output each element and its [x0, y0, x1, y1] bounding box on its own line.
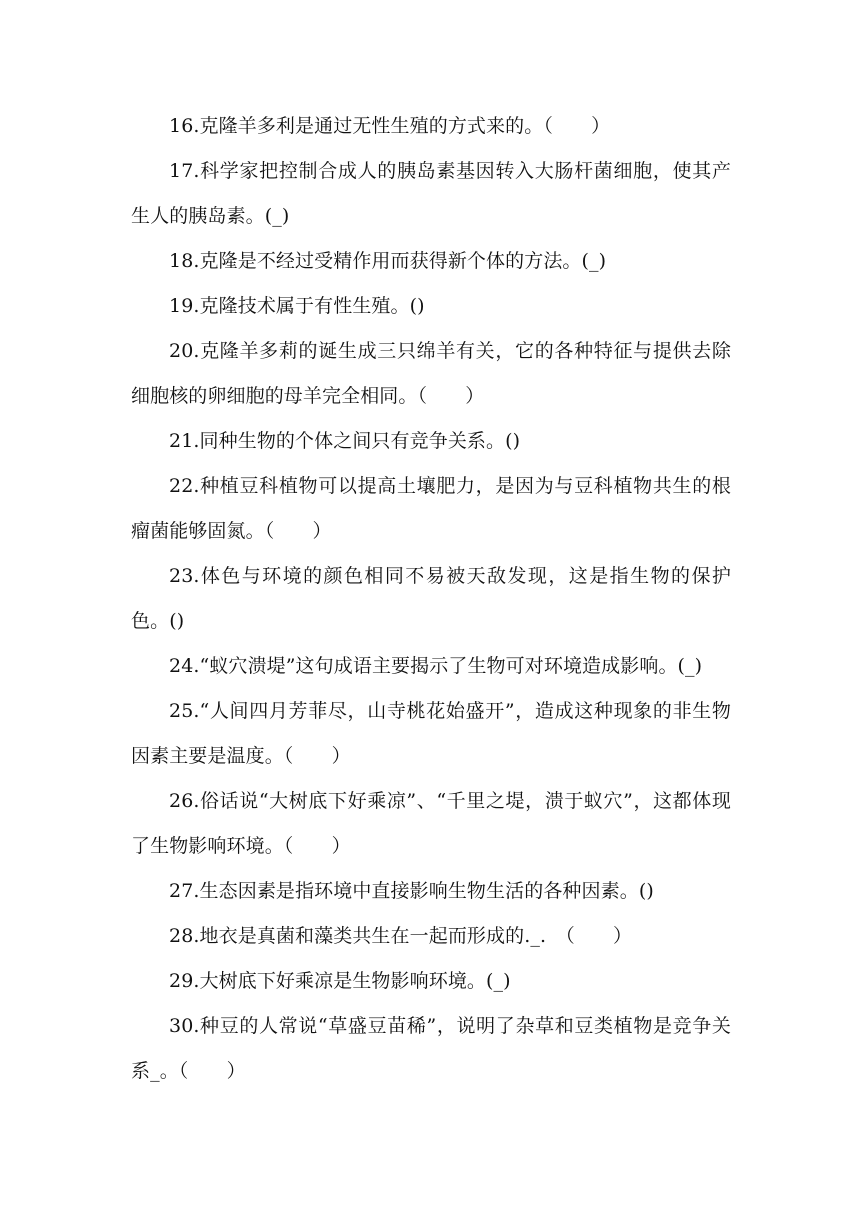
- question-list: [131, 104, 731, 1094]
- question-30: 30.种豆的人常说“草盛豆苗稀”，说明了杂草和豆类植物是竞争关系_。（ ）: [131, 1015, 731, 1082]
- question-18: 18.克隆是不经过受精作用而获得新个体的方法。(_): [169, 250, 607, 272]
- question-24: 24.“蚁穴溃堤”这句成语主要揭示了生物可对环境造成影响。(_): [169, 655, 703, 677]
- question-19: 19.克隆技术属于有性生殖。(): [169, 295, 425, 317]
- question-23: 23.体色与环境的颜色相同不易被天敌发现，这是指生物的保护色。(): [131, 565, 731, 632]
- question-28: 28.地衣是真菌和藻类共生在一起而形成的._. （ ）: [169, 925, 633, 947]
- question-29: 29.大树底下好乘凉是生物影响环境。(_): [169, 970, 511, 992]
- question-17: 17.科学家把控制合成人的胰岛素基因转入大肠杆菌细胞，使其产生人的胰岛素。(_): [131, 160, 731, 227]
- question-16: 16.克隆羊多利是通过无性生殖的方式来的。（ ）: [169, 115, 611, 137]
- question-22: 22.种植豆科植物可以提高土壤肥力，是因为与豆科植物共生的根瘤菌能够固氮。（ ）: [131, 475, 731, 542]
- question-26: 26.俗话说“大树底下好乘凉”、“千里之堤，溃于蚁穴”，这都体现了生物影响环境。（ ）: [131, 790, 731, 857]
- question-20: 20.克隆羊多莉的诞生成三只绵羊有关，它的各种特征与提供去除细胞核的卵细胞的母羊完全相同。（ ）: [131, 340, 731, 407]
- question-25: 25.“人间四月芳菲尽，山寺桃花始盛开”，造成这种现象的非生物因素主要是温度。（ ）: [131, 700, 731, 767]
- question-27: 27.生态因素是指环境中直接影响生物生活的各种因素。(): [169, 880, 654, 902]
- question-21: 21.同种生物的个体之间只有竞争关系。(): [169, 430, 521, 452]
